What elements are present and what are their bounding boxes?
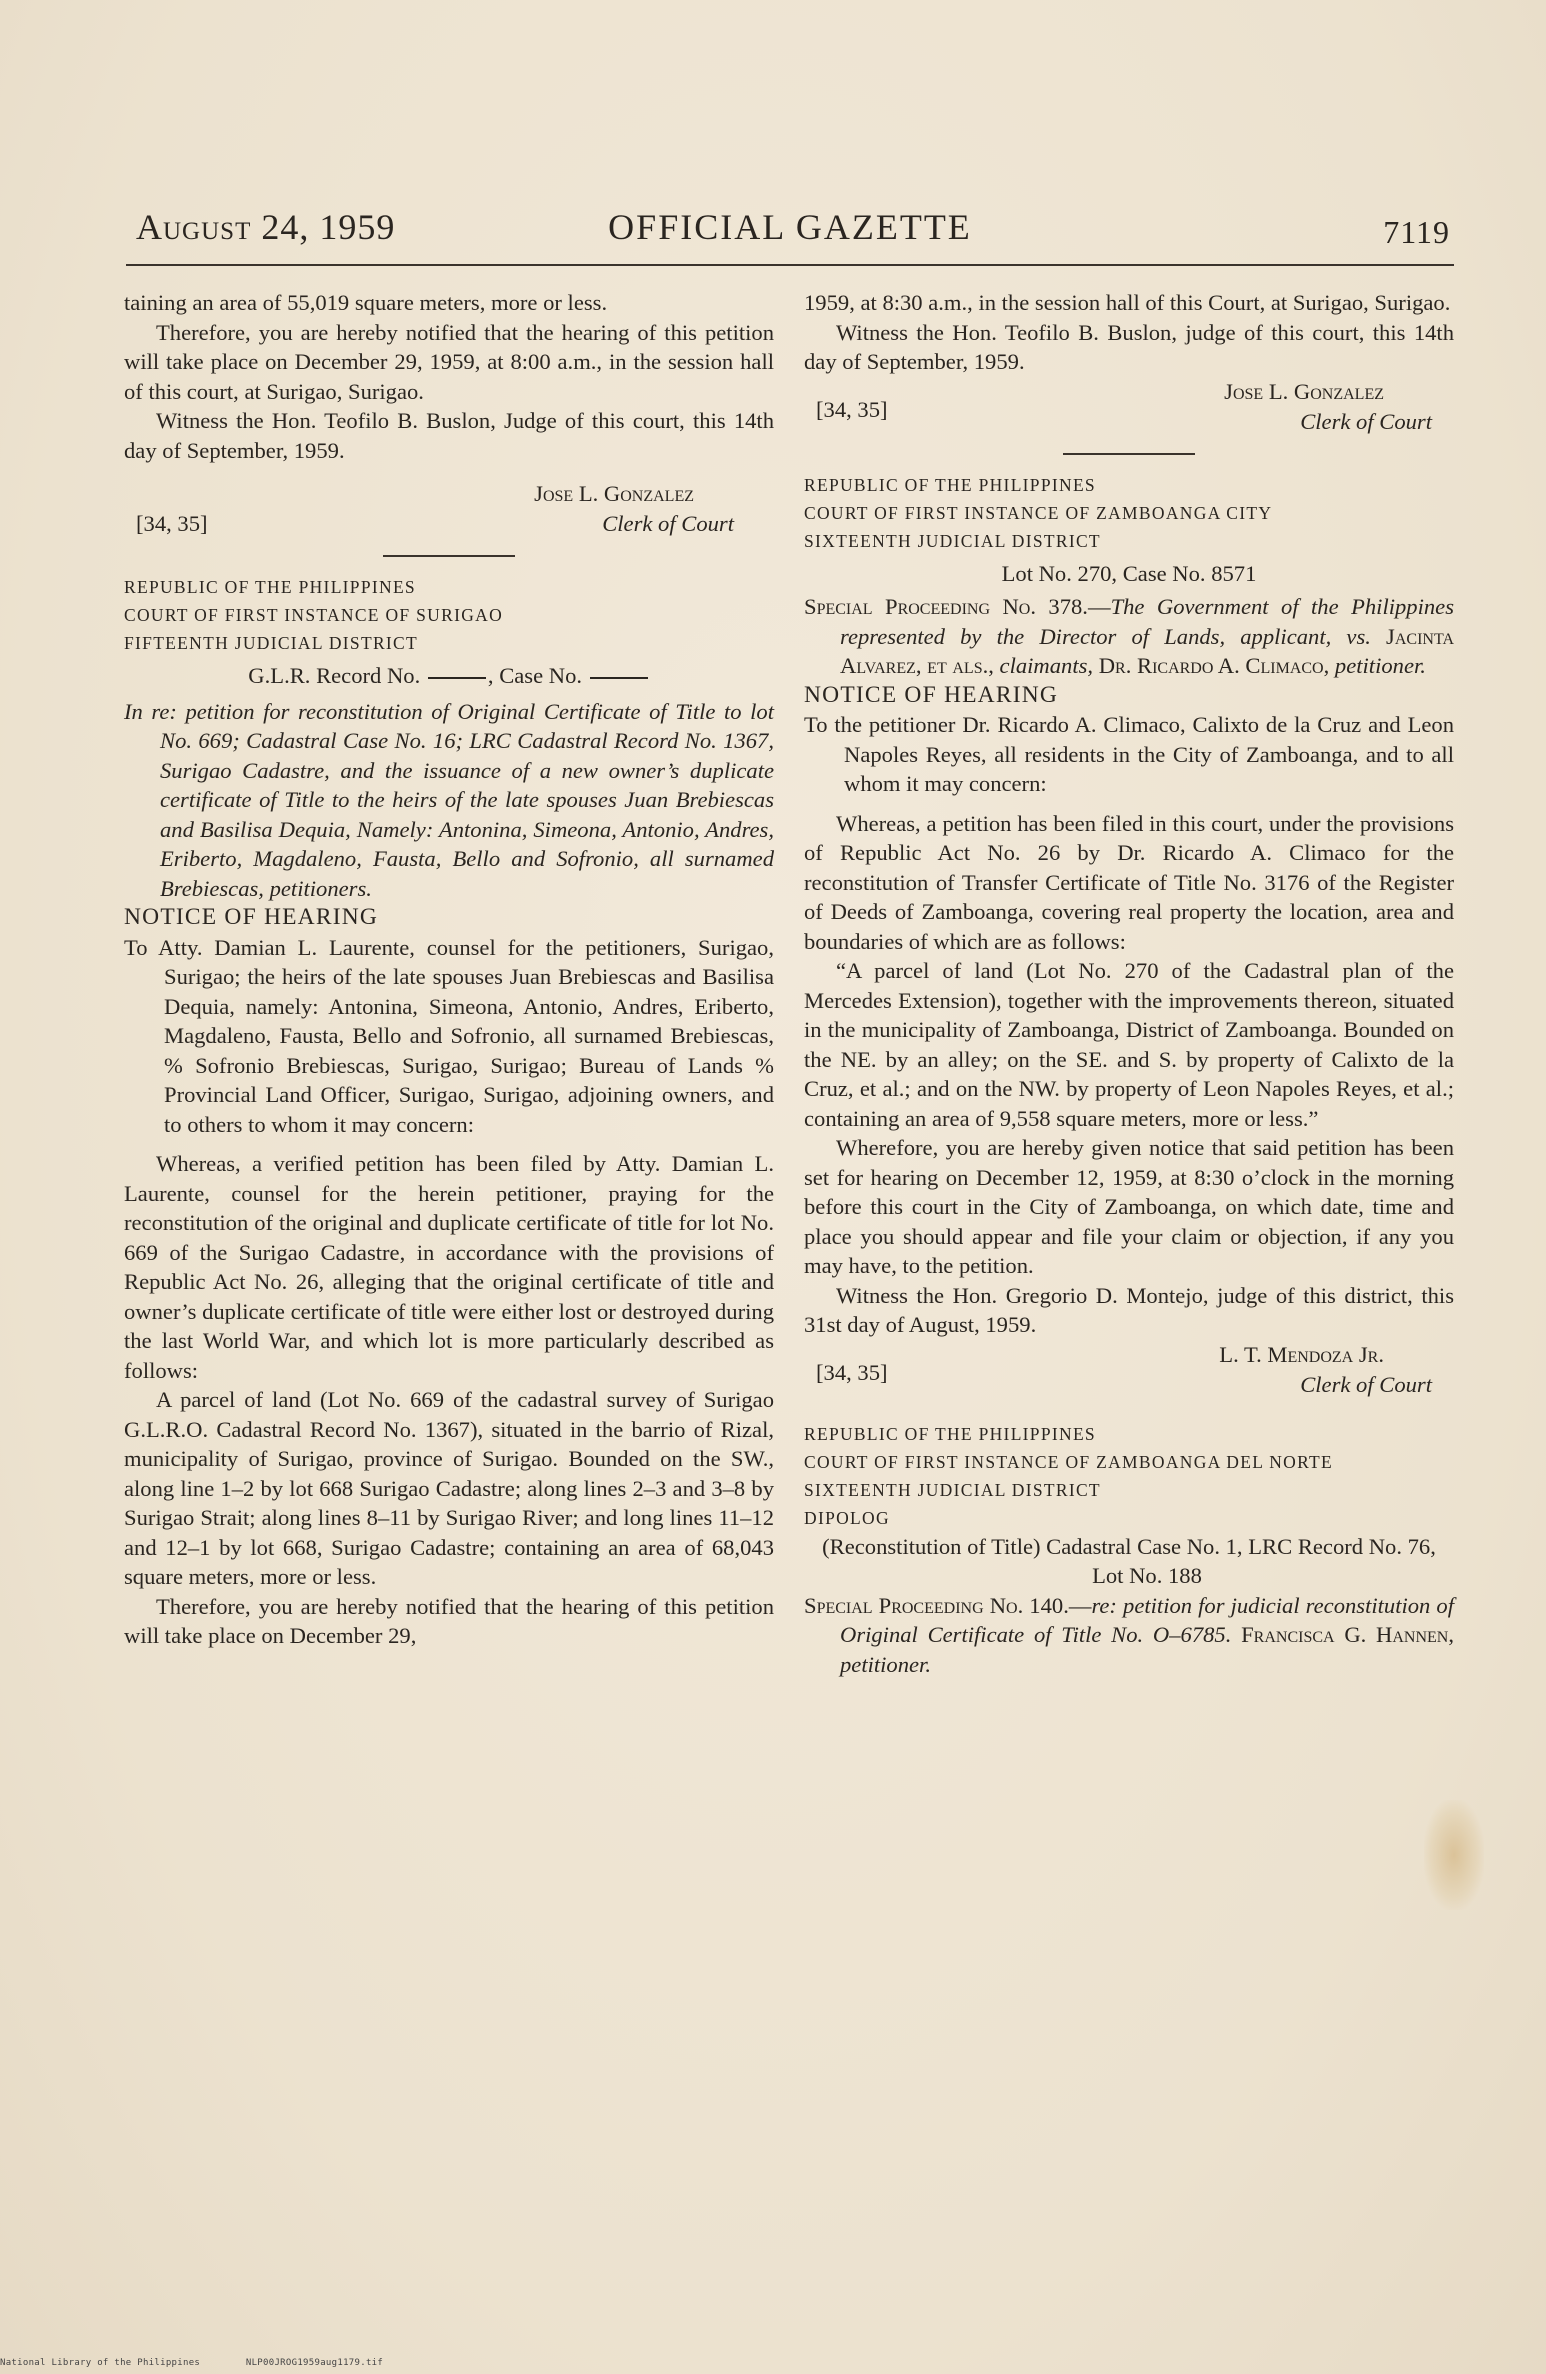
court-heading: SIXTEENTH JUDICIAL DISTRICT bbox=[804, 530, 1101, 551]
signatory-role: Clerk of Court bbox=[1300, 408, 1432, 434]
right-column bbox=[804, 288, 1454, 1679]
court-heading: COURT OF FIRST INSTANCE OF ZAMBOANGA DEL NORTE bbox=[804, 1451, 1334, 1472]
blank-line bbox=[590, 677, 648, 679]
addressee-paragraph: To the petitioner Dr. Ricardo A. Climaco, Calixto de la Cruz and Leon Napoles Reyes, all residents in the City of Zamboanga, and to all whom it may concern: bbox=[804, 712, 1454, 796]
header-title: OFFICIAL GAZETTE bbox=[608, 207, 972, 247]
blank-line bbox=[428, 677, 486, 679]
paragraph: Wherefore, you are hereby given notice that said petition has been set for hearing on December 12, 1959, at 8:30 o’clock in the morning before this court in the City of Zamboanga, on which date, time and place you should appear and file your claim or objection, if any you may have, to the petition. bbox=[804, 1135, 1454, 1278]
signatory-name: Jose L. Gonzalez bbox=[1224, 378, 1384, 404]
paper-stain bbox=[1424, 1800, 1484, 1910]
paragraph: Therefore, you are hereby notified that the hearing of this petition will take place on December 29, 1959, at 8:00 a.m., in the session hall of this court, at Surigao, Surigao. bbox=[124, 319, 774, 404]
scan-footer bbox=[0, 2358, 423, 2368]
reconstitution-line: (Reconstitution of Title) Cadastral Case No. 1, LRC Record No. 76, Lot No. 188 bbox=[822, 1533, 1436, 1588]
signatory-role: Clerk of Court bbox=[602, 511, 734, 536]
signature-block bbox=[124, 479, 774, 541]
court-heading: DIPOLOG bbox=[804, 1507, 890, 1528]
paragraph: taining an area of 55,019 square meters, more or less. bbox=[124, 290, 608, 315]
signatory-role: Clerk of Court bbox=[1300, 1371, 1432, 1397]
paragraph: 1959, at 8:30 a.m., in the session hall of this Court, at Surigao, Surigao. bbox=[804, 290, 1451, 315]
reference-number: [34, 35] bbox=[816, 1359, 888, 1385]
case-caption: In re: petition for reconstitution of Original Certificate of Title to lot No. 669; Cadastral Case No. 16; LRC Cadastral Record No. 1367, Surigao Cadastre, and the issuance of a new owner’s duplicate certificate of Title to the heirs of the late spouses Juan Brebiescas and Basilisa Dequia, Namely: Antonina, Simeona, Antonio, Andres, Eriberto, Magdaleno, Fausta, Bello and Sofronio, all surnamed Brebiescas, petitioners. bbox=[124, 698, 774, 901]
signature-block bbox=[804, 377, 1454, 439]
left-column bbox=[124, 288, 774, 1651]
signatory-name: L. T. Mendoza Jr. bbox=[1219, 1341, 1384, 1367]
paragraph: A parcel of land (Lot No. 669 of the cadastral survey of Surigao G.L.R.O. Cadastral Record No. 1367), situated in the barrio of Rizal, municipality of Surigao, province of Surigao. Bounded on the SW., along line 1–2 by lot 668 Surigao Cadastre; along lines 2–3 and 3–8 by Surigao Strait; along lines 8–11 by Surigao River; and long lines 11–12 and 12–1 by lot 668, Surigao Cadastre; containing an area of 68,043 square meters, more or less. bbox=[124, 1387, 774, 1589]
caption-text: The Government of the Philippines represented by the Director of Lands, applicant, vs. bbox=[840, 594, 1454, 649]
footer-source: National Library of the Philippines bbox=[0, 2358, 201, 2368]
notice-heading: NOTICE OF HEARING bbox=[804, 681, 1059, 708]
record-line bbox=[124, 661, 774, 691]
case-label: , Case No. bbox=[487, 663, 583, 688]
court-heading: REPUBLIC OF THE PHILIPPINES bbox=[804, 474, 1096, 495]
paragraph: Witness the Hon. Gregorio D. Montejo, judge of this district, this 31st day of August, 1959. bbox=[804, 1282, 1454, 1337]
record-label: G.L.R. Record No. bbox=[248, 663, 421, 688]
case-caption bbox=[804, 592, 1454, 681]
reference-number: [34, 35] bbox=[136, 511, 208, 536]
caption-text: petitioner. bbox=[1329, 653, 1426, 678]
party-name: Dr. Ricardo A. Climaco, bbox=[1098, 653, 1330, 678]
caption-text: claimants, bbox=[993, 653, 1099, 678]
proceeding-label: Special Proceeding No. 378.— bbox=[804, 594, 1111, 619]
notice-heading: NOTICE OF HEARING bbox=[124, 904, 379, 930]
paragraph: Whereas, a verified petition has been filed by Atty. Damian L. Laurente, counsel for the herein petitioner, praying for the reconstitution of the original and duplicate certificate of title for lot No. 669 of the Surigao Cadastre, in accordance with the provisions of Republic Act No. 26, alleging that the original certificate of title and owner’s duplicate certificate of title were either lost or destroyed during the last World War, and which lot is more particularly described as follows: bbox=[124, 1151, 774, 1383]
reference-number: [34, 35] bbox=[816, 396, 888, 422]
signatory-name: Jose L. Gonzalez bbox=[534, 481, 694, 506]
section-divider bbox=[383, 555, 515, 557]
paragraph: “A parcel of land (Lot No. 270 of the Cadastral plan of the Mercedes Extension), together with the improvements thereon, situated in the municipality of Zamboanga, District of Zamboanga. Bounded on the NE. by an alley; on the SE. and S. by property of Calixto de la Cruz, et al.; and on the NW. by property of Leon Napoles Reyes, et al.; containing an area of 9,558 square meters, more or less.” bbox=[804, 958, 1454, 1131]
court-heading: FIFTEENTH JUDICIAL DISTRICT bbox=[124, 633, 419, 653]
court-heading: COURT OF FIRST INSTANCE OF ZAMBOANGA CITY bbox=[804, 502, 1273, 523]
caption-text: petitioner. bbox=[840, 1651, 931, 1677]
paragraph: Therefore, you are hereby notified that the hearing of this petition will take place on December 29, bbox=[124, 1593, 774, 1648]
footer-file: NLP00JROG1959aug1179.tif bbox=[245, 2358, 384, 2368]
paragraph: Witness the Hon. Teofilo B. Buslon, Judge of this court, this 14th day of September, 1959. bbox=[124, 408, 774, 463]
proceeding-label: Special Proceeding No. 140.— bbox=[804, 1592, 1092, 1618]
header-rule bbox=[126, 264, 1454, 266]
paragraph: Witness the Hon. Teofilo B. Buslon, judge of this court, this 14th day of September, 1959. bbox=[804, 319, 1454, 374]
court-heading: REPUBLIC OF THE PHILIPPINES bbox=[804, 1423, 1096, 1444]
party-name: Jacinta Alvarez, et als., bbox=[840, 623, 1454, 678]
lot-case-line: Lot No. 270, Case No. 8571 bbox=[1001, 560, 1257, 586]
header-date: August 24, 1959 bbox=[136, 207, 396, 247]
court-heading: REPUBLIC OF THE PHILIPPINES bbox=[124, 577, 416, 597]
party-name: Francisca G. Hannen, bbox=[1241, 1622, 1454, 1647]
court-heading: SIXTEENTH JUDICIAL DISTRICT bbox=[804, 1479, 1101, 1500]
page-header bbox=[130, 200, 1450, 250]
page-number: 7119 bbox=[1383, 214, 1450, 250]
paragraph: Whereas, a petition has been filed in this court, under the provisions of Republic Act No. 26 by Dr. Ricardo A. Climaco for the reconstitution of Transfer Certificate of Title No. 3176 of the Register of Deeds of Zamboanga, covering real property the location, area and boundaries of which are as follows: bbox=[804, 810, 1454, 954]
case-caption bbox=[804, 1591, 1454, 1680]
caption-text: re: petition for judicial reconstitution of Original Certificate of Title No. O–6785. bbox=[840, 1592, 1455, 1647]
section-divider bbox=[1063, 453, 1195, 455]
signature-block bbox=[804, 1340, 1454, 1402]
addressee-paragraph: To Atty. Damian L. Laurente, counsel for the petitioners, Surigao, Surigao; the heirs of the late spouses Juan Brebiescas and Basilisa Dequia, namely: Antonina, Simeona, Antonio, Andres, Eriberto, Magdaleno, Fausta, Bello and Sofronio, all surnamed Brebiescas, % Sofronio Brebiescas, Surigao, Surigao; Bureau of Lands % Provincial Land Officer, Surigao, Surigao, adjoining owners, and to others to whom it may concern: bbox=[124, 934, 774, 1137]
court-heading: COURT OF FIRST INSTANCE OF SURIGAO bbox=[124, 605, 504, 625]
